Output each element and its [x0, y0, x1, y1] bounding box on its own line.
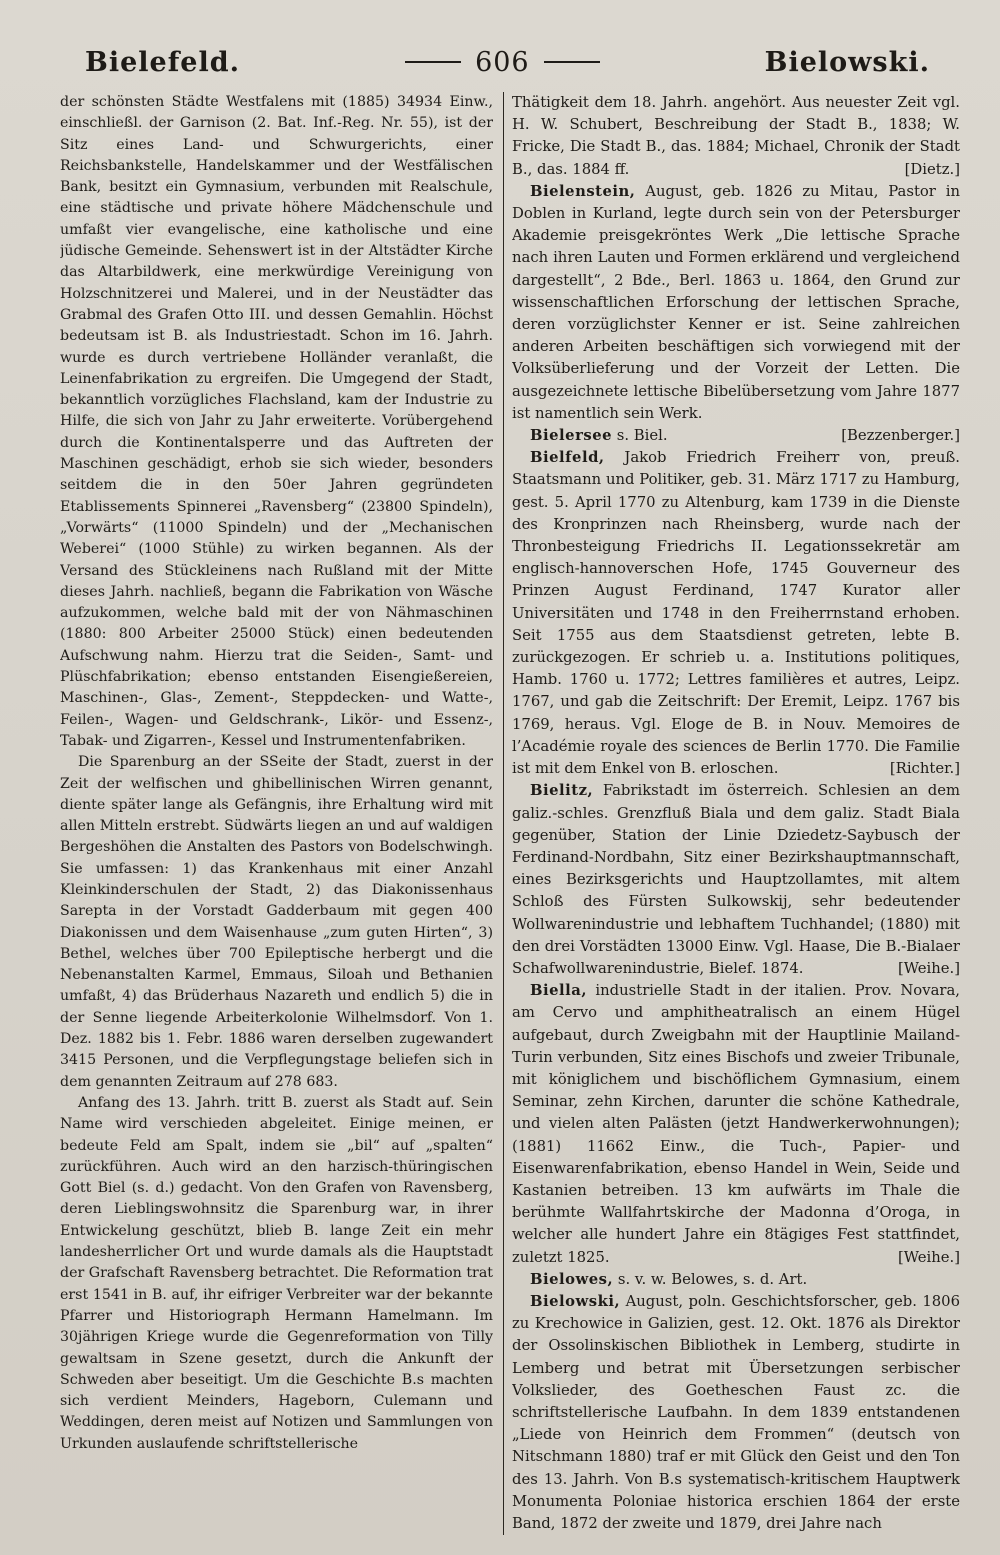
dictionary-entry	[512, 1269, 960, 1291]
header-rule-left	[405, 61, 461, 63]
author-signature: [Dietz.]	[904, 160, 960, 178]
dictionary-entry	[512, 425, 960, 447]
entry-headword: Bielenstein,	[530, 182, 636, 200]
dictionary-entry	[512, 447, 960, 780]
author-signature: [Richter.]	[889, 760, 960, 778]
entry-headword: Bielfeld,	[530, 449, 605, 467]
author-signature: [Weihe.]	[897, 1248, 960, 1266]
dictionary-entry	[512, 181, 960, 425]
entry-headword: Bielowski,	[530, 1292, 621, 1310]
author-signature: [Weihe.]	[897, 959, 960, 977]
entry-headword: Bielowes,	[530, 1270, 614, 1288]
entry-text: s. Biel.	[616, 427, 668, 445]
column-divider	[503, 92, 504, 1535]
header-rule-right	[544, 61, 600, 63]
page-number-group	[405, 47, 600, 78]
right-column	[512, 92, 960, 1537]
paragraph: Die Sparenburg an der SSeite der Stadt, zuerst in der Zeit der welfischen und ghibellinischen Wirren genannt, diente später lange als Gefängnis, ihre Erhaltung wird mit allen Mitteln erstrebt. Südwärts liegen an und auf waldigen Bergeshöhen die Anstalten des Pastors von Bodelschwingh. Sie umfassen: 1) das Krankenhaus mit einer Anzahl Kleinkinderschulen der Stadt, 2) das Diakonissenhaus Sarepta in der Vorstadt Gadderbaum mit gegen 400 Diakonissen und dem Waisenhause „zum guten Hirten“, 3) Bethel, welches über 700 Epileptische herbergt und die Nebenanstalten Karmel, Emmaus, Siloah und Bethanien umfaßt, 4) das Brüderhaus Nazareth und endlich 5) die in der Senne liegende Arbeiterkolonie Wilhelmsdorf. Von 1. Dez. 1882 bis 1. Febr. 1886 waren derselben zugewandert 3415 Personen, und die Verpflegungstage beliefen sich in dem genannten Zeitraum auf 278 683.	[60, 754, 493, 1090]
left-column	[60, 92, 493, 1537]
dictionary-entry	[512, 780, 960, 980]
paragraph: Anfang des 13. Jahrh. tritt B. zuerst als Stadt auf. Sein Name wird verschieden abgeleitet. Einige meinen, er bedeute Feld am Spalt, indem sie „bil“ auf „spalten“ zurückführen. Auch wird an den harzisch-thüringischen Gott Biel (s. d.) gedacht. Von den Grafen von Ravensberg, deren Lieblingswohnsitz die Sparenburg war, in ihrer Entwickelung geschützt, blieb B. lange Zeit ein mehr landesherrlicher Ort und wurde damals als die Hauptstadt der Grafschaft Ravensberg betrachtet. Die Reformation trat erst 1541 in B. auf, ihr eifriger Verbreiter war der bekannte Pfarrer und Historiograph Hermann Hamelmann. Im 30jährigen Kriege wurde die Gegenreformation von Tilly gewaltsam in Szene gesetzt, durch die Ankunft der Schweden aber beseitigt. Um die Geschichte B.s machten sich verdient Meinders, Hageborn, Culemann und Weddingen, deren meist auf Notizen und Sammlungen von Urkunden auslaufende schriftstellerische	[60, 1094, 493, 1452]
page-header	[85, 44, 930, 80]
entry-text: industrielle Stadt in der italien. Prov. Novara, am Cervo und amphitheatralisch an einem Hügel aufgebaut, durch Zweigbahn mit der Hauptlinie Mailand-Turin verbunden, Sitz eines Bischofs und zweier Tribunale, mit königlichem und bischöflichem Gymnasium, einem Seminar, zehn Kirchen, darunter die schöne Kathedrale, und vielen alten Palästen (jetzt Handwerkerwohnungen); (1881) 11662 Einw., die Tuch-, Papier- und Eisenwarenfabrikation, ebenso Handel in Wein, Seide und Kastanien betreiben. 13 km aufwärts im Thale die berühmte Wallfahrtskirche der Madonna d’Oroga, in welcher alle hundert Jahre ein 8tägiges Fest stattfindet, zuletzt 1825.	[512, 982, 960, 1266]
header-left-catchword: Bielefeld.	[85, 46, 241, 78]
entry-text: Jakob Friedrich Freiherr von, preuß. Staatsmann und Politiker, geb. 31. März 1717 zu Hamburg, gest. 5. April 1770 zu Altenburg, kam 1739 in die Dienste des Kronprinzen nach Rheinsberg, wurde nach der Thronbesteigung Friedrichs II. Legationssekretär am englisch-hannoverschen Hofe, 1745 Gouverneur des Prinzen August Ferdinand, 1747 Kurator aller Universitäten und 1748 in den Freiherrnstand erhoben. Seit 1755 aus dem Staatsdienst getreten, lebte B. zurückgezogen. Er schrieb u. a. Institutions politiques, Hamb. 1760 u. 1772; Lettres familières et autres, Leipz. 1767, und gab die Zeitschrift: Der Eremit, Leipz. 1767 bis 1769, heraus. Vgl. Eloge de B. in Nouv. Memoires de l’Académie royale des sciences de Berlin 1770. Die Familie ist mit dem Enkel von B. erloschen.	[512, 449, 960, 778]
entry-text: Fabrikstadt im österreich. Schlesien an dem galiz.-schles. Grenzfluß Biala und dem galiz. Stadt Biala gegenüber, Station der Linie Dziedetz-Saybusch der Ferdinand-Nordbahn, Sitz einer Bezirkshauptmannschaft, eines Bezirksgerichts und Hauptzollamtes, mit altem Schloß des Fürsten Sulkowskij, sehr bedeutender Wollwarenindustrie und lebhaftem Tuchhandel; (1880) mit den drei Vorstädten 13000 Einw. Vgl. Haase, Die B.-Bialaer Schafwollwarenindustrie, Bielef. 1874.	[512, 782, 960, 977]
author-signature: [Bezzenberger.]	[841, 427, 960, 445]
dictionary-entry	[512, 1291, 960, 1535]
entry-text: s. v. w. Belowes, s. d. Art.	[617, 1270, 808, 1288]
entry-text: August, geb. 1826 zu Mitau, Pastor in Doblen in Kurland, legte durch sein von der Petersburger Akademie preisgekröntes Werk „Die lettische Sprache nach ihren Lauten und Formen erklärend und vergleichend dargestellt“, 2 Bde., Berl. 1863 u. 1864, den Grund zur wissenschaftlichen Erforschung der lettischen Sprache, deren vorzüglichster Kenner er ist. Seine zahlreichen anderen Arbeiten beschäftigen sich vorwiegend mit der Volksüberlieferung und der Vorzeit der Letten. Die ausgezeichnete lettische Bibelübersetzung vom Jahre 1877 ist namentlich sein Werk.	[512, 182, 960, 422]
entry-headword: Biella,	[530, 982, 588, 1000]
page-number: 606	[475, 46, 530, 78]
entry-headword: Bielitz,	[530, 782, 594, 800]
entry-headword: Bielersee	[530, 427, 613, 445]
entry-text: Thätigkeit dem 18. Jahrh. angehört. Aus neuester Zeit vgl. H. W. Schubert, Beschreibung der Stadt B., 1838; W. Fricke, Die Stadt B., das. 1884; Michael, Chronik der Stadt B., das. 1884 ff.	[512, 94, 960, 178]
header-right-catchword: Bielowski.	[764, 46, 930, 78]
entry-continuation	[512, 92, 960, 181]
entry-text: August, poln. Geschichtsforscher, geb. 1806 zu Krechowice in Galizien, gest. 12. Okt. 1876 als Direktor der Ossolinskischen Bibliothek in Lemberg, studirte in Lemberg und betrat mit Übersetzungen serbischer Volkslieder, des Goetheschen Faust zc. die schriftstellerische Laufbahn. In dem 1839 entstandenen „Liede von Heinrich dem Frommen“ (deutsch von Nitschmann 1880) traf er mit Glück den Geist und den Ton des 13. Jahrh. Von B.s systematisch-kritischem Hauptwerk Monumenta Poloniae historica erschien 1864 der erste Band, 1872 der zweite und 1879, drei Jahre nach	[512, 1292, 960, 1532]
dictionary-entry	[512, 980, 960, 1269]
paragraph: der schönsten Städte Westfalens mit (1885) 34934 Einw., einschließl. der Garnison (2. Bat. Inf.-Reg. Nr. 55), ist der Sitz eines Land- und Schwurgerichts, einer Reichsbankstelle, Handelskammer und der Westfälischen Bank, besitzt ein Gymnasium, verbunden mit Realschule, eine städtische und private höhere Mädchenschule und umfaßt vier evangelische, eine katholische und eine jüdische Gemeinde. Sehenswert ist in der Altstädter Kirche das Altarbildwerk, eine merkwürdige Vereinigung von Holzschnitzerei und Malerei, und in der Neustädter das Grabmal des Grafen Otto III. und dessen Gemahlin. Höchst bedeutsam ist B. als Industriestadt. Schon im 16. Jahrh. wurde es durch vertriebene Holländer veranlaßt, die Leinenfabrikation zu ergreifen. Die Umgegend der Stadt, bekanntlich vorzügliches Flachsland, kam der Industrie zu Hilfe, die sich von Jahr zu Jahr erweiterte. Vorübergehend durch die Kontinentalsperre und das Auftreten der Maschinen geschädigt, erhob sie sich wieder, besonders seitdem die in den 50er Jahren gegründeten Etablissements Spinnerei „Ravensberg“ (23800 Spindeln), „Vorwärts“ (11000 Spindeln) und der „Mechanischen Weberei“ (1000 Stühle) zu wirken begannen. Als der Versand des Stückleinens nach Rußland mit der Mitte dieses Jahrh. nachließ, begann die Fabrikation von Wäsche aufzukommen, welche bald mit der von Nähmaschinen (1880: 800 Arbeiter 25000 Stück) einen bedeutenden Aufschwung nahm. Hierzu trat die Seiden-, Samt- und Plüschfabrikation; ebenso entstanden Eisengießereien, Maschinen-, Glas-, Zement-, Steppdecken- und Watte-, Feilen-, Wagen- und Geldschrank-, Likör- und Essenz-, Tabak- und Zigarren-, Kessel und Instrumentenfabriken.	[60, 94, 493, 749]
